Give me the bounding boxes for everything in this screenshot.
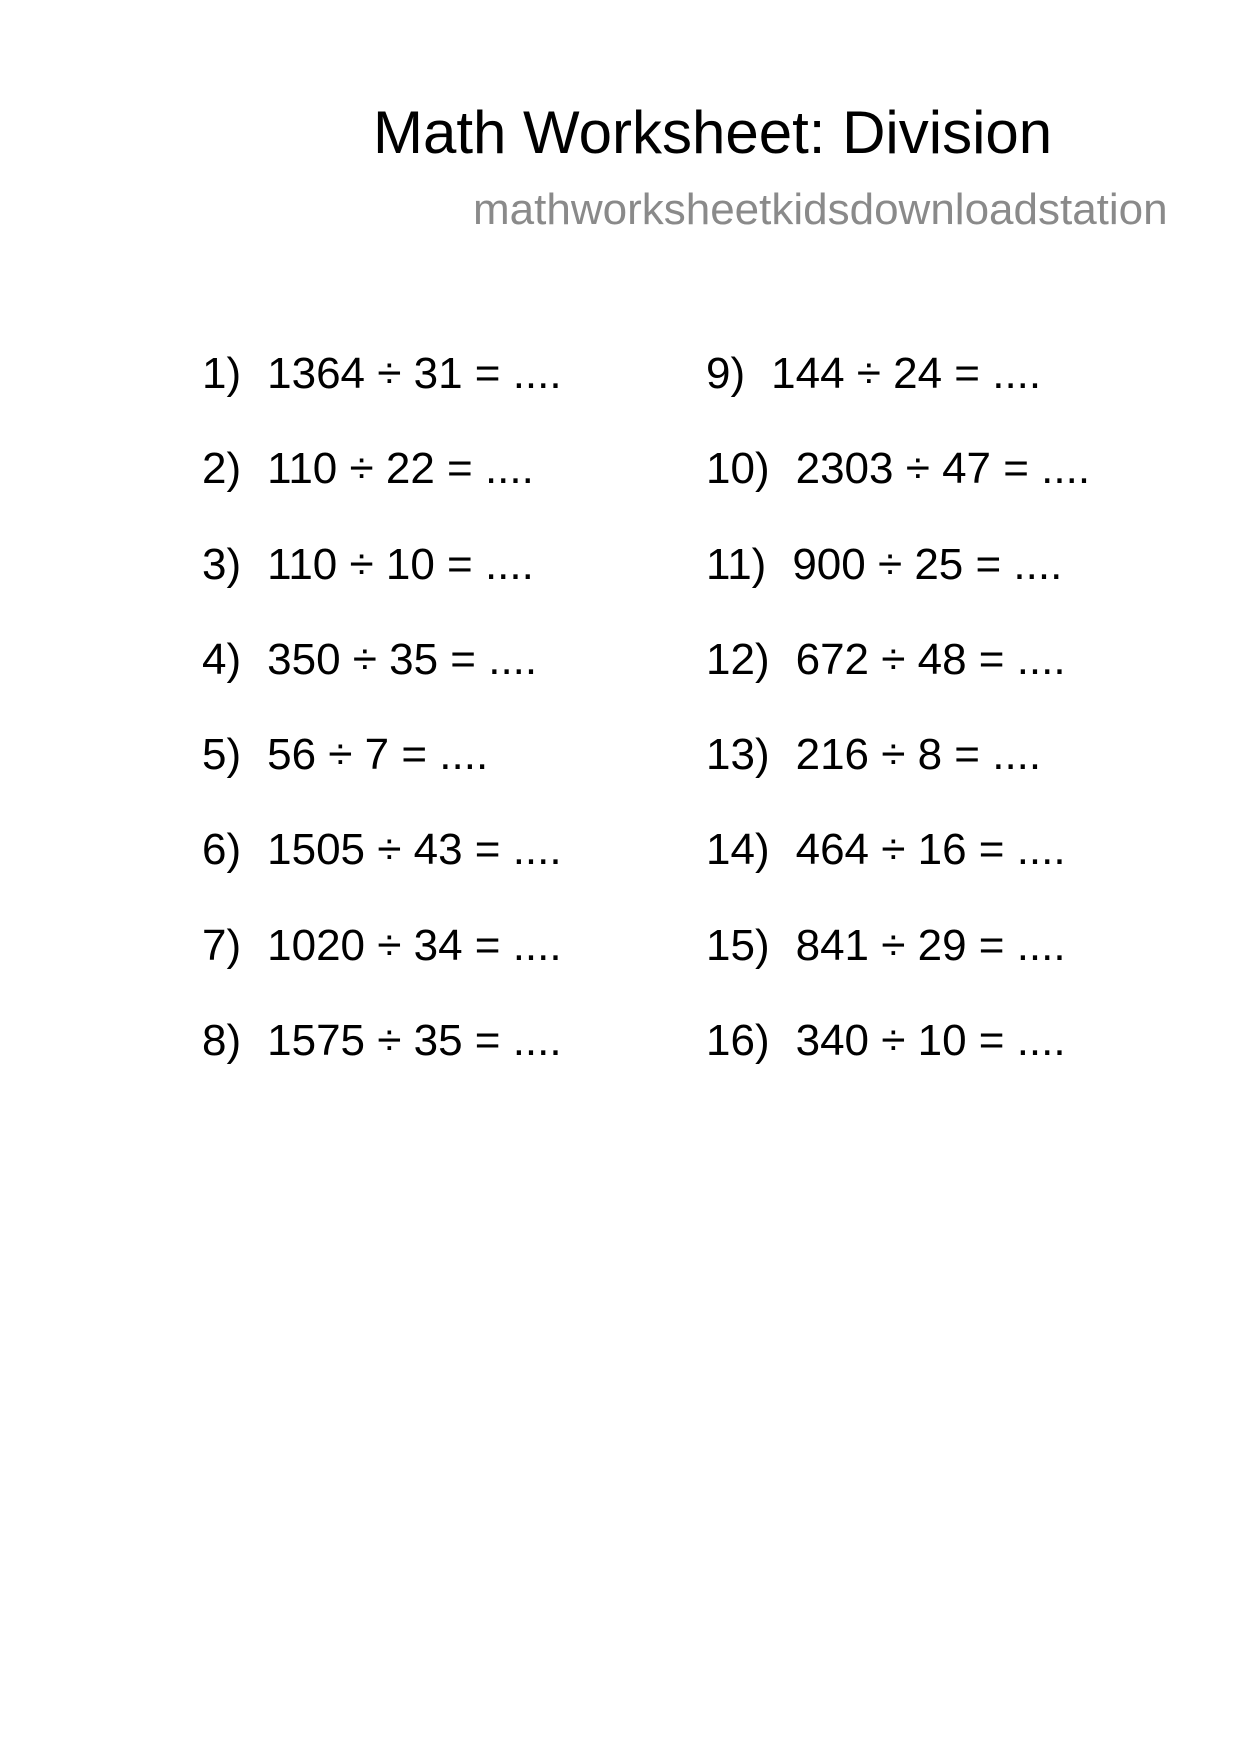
problem-expression: 1020 ÷ 34 = ....: [267, 920, 562, 970]
page-subtitle: mathworksheetkidsdownloadstation: [473, 185, 1168, 234]
problem-number: 7): [202, 920, 242, 970]
problem-item: [202, 729, 662, 824]
problem-expression: 110 ÷ 22 = ....: [267, 444, 534, 494]
problem-number: 11): [706, 539, 767, 589]
problem-item: [202, 824, 662, 919]
problem-number: 1): [202, 349, 242, 398]
problem-number: 15): [706, 920, 770, 970]
problem-number: 3): [202, 539, 242, 589]
problem-expression: 900 ÷ 25 = ....: [792, 539, 1063, 589]
problem-expression: 56 ÷ 7 = ....: [267, 730, 489, 780]
problem-item: [706, 634, 1166, 729]
problem-item: [202, 348, 662, 443]
problem-item: [202, 443, 662, 538]
problem-expression: 2303 ÷ 47 = ....: [795, 444, 1091, 494]
problem-item: [202, 539, 662, 634]
problem-expression: 1575 ÷ 35 = ....: [267, 1016, 562, 1066]
problem-number: 12): [706, 634, 770, 684]
problems-left-column: [202, 348, 662, 1110]
problem-item: [706, 729, 1166, 824]
problem-number: 16): [706, 1016, 770, 1066]
problem-number: 8): [202, 1016, 242, 1066]
problem-expression: 350 ÷ 35 = ....: [267, 634, 538, 684]
problem-item: [706, 824, 1166, 919]
problem-number: 2): [202, 444, 242, 494]
problem-number: 5): [202, 730, 242, 780]
problem-item: [706, 920, 1166, 1015]
problem-item: [202, 1015, 662, 1110]
problem-expression: 144 ÷ 24 = ....: [771, 349, 1042, 398]
problem-expression: 841 ÷ 29 = ....: [795, 920, 1066, 970]
problem-item: [706, 443, 1166, 538]
problem-item: [706, 539, 1166, 634]
problem-expression: 464 ÷ 16 = ....: [795, 825, 1066, 875]
problem-expression: 110 ÷ 10 = ....: [267, 539, 534, 589]
problem-expression: 1505 ÷ 43 = ....: [267, 825, 562, 875]
problem-expression: 1364 ÷ 31 = ....: [267, 349, 562, 398]
problems-right-column: [706, 348, 1166, 1110]
problem-number: 13): [706, 730, 770, 780]
problem-item: [706, 1015, 1166, 1110]
problem-number: 10): [706, 444, 770, 494]
problem-expression: 672 ÷ 48 = ....: [795, 634, 1066, 684]
problem-number: 4): [202, 634, 242, 684]
problem-number: 14): [706, 825, 770, 875]
problem-expression: 340 ÷ 10 = ....: [795, 1016, 1066, 1066]
problem-number: 6): [202, 825, 242, 875]
problem-expression: 216 ÷ 8 = ....: [795, 730, 1042, 780]
problem-item: [202, 920, 662, 1015]
page-title: Math Worksheet: Division: [373, 99, 1053, 166]
problem-item: [706, 348, 1166, 443]
problem-number: 9): [706, 349, 746, 398]
problem-item: [202, 634, 662, 729]
